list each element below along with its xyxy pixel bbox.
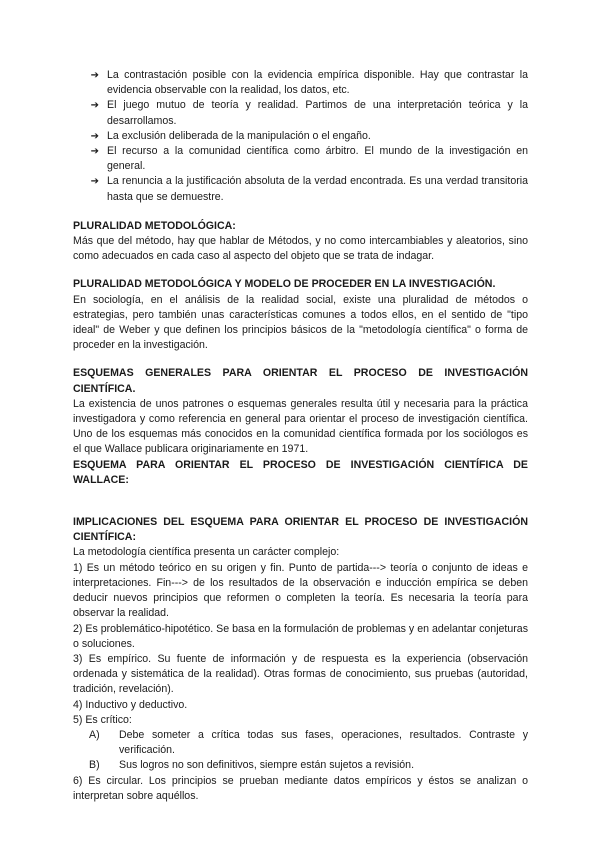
list-item [73,144,528,174]
section-subheading: ESQUEMA PARA ORIENTAR EL PROCESO DE INVESTIGACIÓN CIENTÍFICA DE WALLACE: [73,458,528,486]
section-implicaciones [73,515,528,804]
list-item [73,129,528,144]
numbered-item: 1) Es un método teórico en su origen y fin. Punto de partida---> teoría o conjunto de ideas e interpretaciones. Fin---> de los resultados de la observación e inducción empírica se deben deducir nuevos principios que reformen o completen la teoría. Es necesaria la teoría para observar la realidad. [73,561,528,620]
arrow-bullet-icon: ➔ [90,100,99,112]
section-paragraph: Más que del método, hay que hablar de Métodos, y no como intercambiables y aleatorios, sino como adecuados en cada caso al aspecto del objeto que se trata de indagar. [73,235,528,263]
bullet-text: El juego mutuo de teoría y realidad. Partimos de una interpretación teórica y la desarrollamos. [107,99,528,127]
section-pluralidad [73,219,528,265]
section-heading: PLURALIDAD METODOLÓGICA Y MODELO DE PROCEDER EN LA INVESTIGACIÓN. [73,278,496,291]
list-item [73,98,528,128]
arrow-bullet-icon: ➔ [90,176,99,188]
numbered-item: 5) Es crítico: [73,713,132,726]
arrow-bullet-icon: ➔ [90,146,99,158]
bullet-text: La contrastación posible con la evidencia empírica disponible. Hay que contrastar la evidencia observable con la realidad, los datos, etc. [107,69,528,97]
section-paragraph: La existencia de unos patrones o esquemas generales resulta útil y necesaria para la práctica investigadora y como referencia en general para orientar el proceso de investigación científica. Uno de los esquemas más conocidos en la comunidad científica formada por los sociólogos es el que Wallace publicara originariamente en 1971. [73,397,528,456]
item-letter: A) [89,728,100,741]
lettered-item [73,728,528,758]
section-heading: PLURALIDAD METODOLÓGICA: [73,219,236,232]
section-esquemas [73,366,528,488]
arrow-bullet-icon: ➔ [90,130,99,142]
numbered-item: 4) Inductivo y deductivo. [73,698,188,711]
lettered-item [73,758,528,773]
bullet-text: La exclusión deliberada de la manipulación o el engaño. [107,129,371,142]
section-intro: La metodología científica presenta un carácter complejo: [73,546,340,559]
numbered-item: 2) Es problemático-hipotético. Se basa en la formulación de problemas y en adelantar conjeturas o soluciones. [73,622,528,650]
numbered-item: 6) Es circular. Los principios se prueban mediante datos empíricos y éstos se analizan o interpretan sobre aquéllos. [73,774,528,802]
list-item [73,68,528,98]
item-text: Debe someter a crítica todas sus fases, operaciones, resultados. Contraste y verificación. [119,728,528,757]
section-heading: ESQUEMAS GENERALES PARA ORIENTAR EL PROCESO DE INVESTIGACIÓN CIENTÍFICA. [73,367,528,395]
bullet-list [73,68,528,205]
page-content [73,68,528,804]
section-paragraph: En sociología, en el análisis de la realidad social, existe una pluralidad de métodos o estrategias, pero también unas características comunes a todos ellos, en el sentido de "tipo ideal" de Weber y que definen los principios básicos de la "metodología científica" o forma de proceder en la investigación. [73,293,528,352]
bullet-text: El recurso a la comunidad científica como árbitro. El mundo de la investigación en general. [107,145,528,173]
item-letter: B) [89,759,100,772]
numbered-item: 3) Es empírico. Su fuente de información y de respuesta es la experiencia (observación ordenada y sistemática de la realidad). Otras formas de conocimiento, sus pruebas (autoridad, tradición, revelación). [73,652,528,696]
arrow-bullet-icon: ➔ [90,70,99,81]
bullet-text: La renuncia a la justificación absoluta de la verdad encontrada. Es una verdad transitoria hasta que se demuestre. [107,175,528,203]
item-text: Sus logros no son definitivos, siempre están sujetos a revisión. [119,759,415,772]
section-modelo [73,277,528,353]
section-heading: IMPLICACIONES DEL ESQUEMA PARA ORIENTAR EL PROCESO DE INVESTIGACIÓN CIENTÍFICA: [73,516,528,544]
list-item [73,174,528,204]
